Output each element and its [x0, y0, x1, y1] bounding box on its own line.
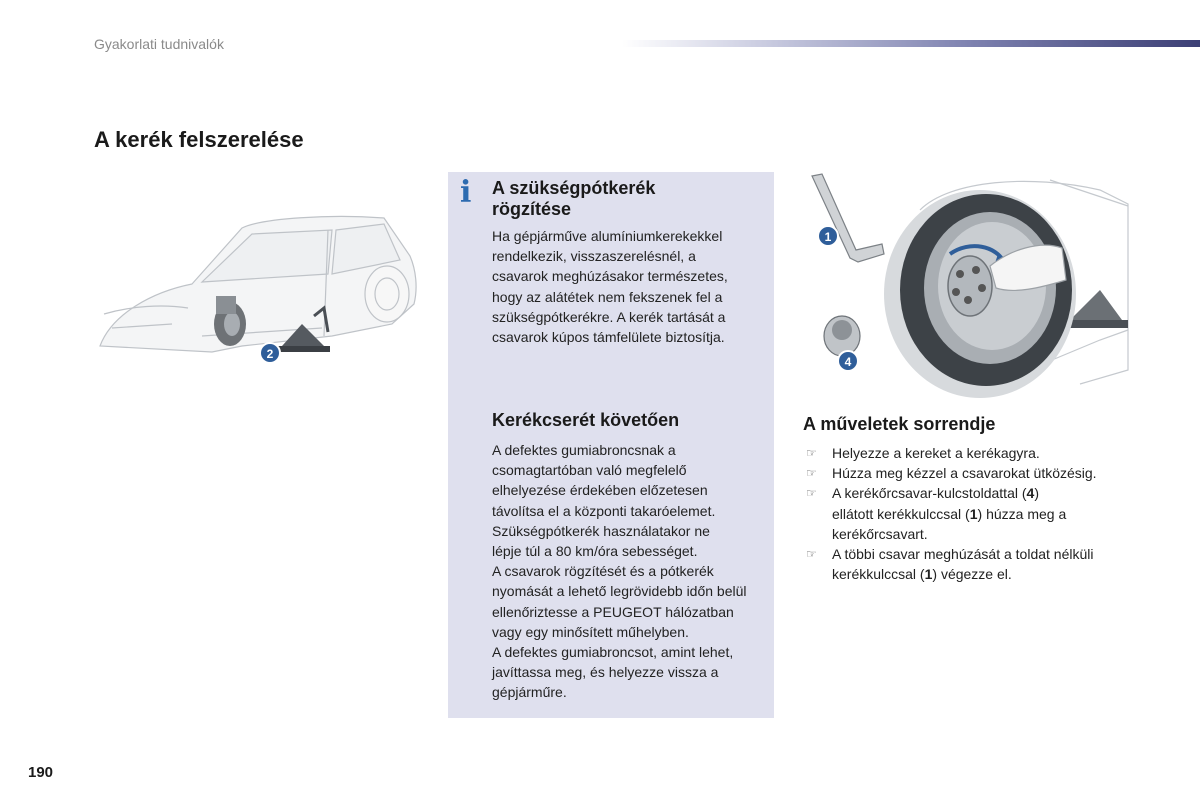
- step-text: Helyezze a kereket a kerékagyra.: [832, 445, 1040, 461]
- callout-1: [818, 226, 838, 246]
- part-number: 1: [969, 505, 978, 522]
- part-number: 1: [924, 566, 933, 583]
- pointing-hand-icon: ☞: [806, 466, 817, 481]
- callout-2: [260, 343, 280, 363]
- step-text: A kerékőrcsavar-kulcstoldattal (: [832, 485, 1027, 502]
- text-line: nyomását a lehető legrövidebb időn belül: [492, 583, 747, 600]
- spare-wheel-heading: [492, 178, 752, 220]
- text-line: javíttassa meg, és helyezze vissza a: [492, 664, 719, 681]
- pointing-hand-icon: ☞: [806, 486, 817, 501]
- after-change-text: [492, 440, 772, 703]
- wheel-fitting-illustration: [800, 170, 1130, 400]
- step-text-line: A többi csavar meghúzását a toldat nélküli: [832, 546, 1094, 563]
- callout-4-label: 4: [844, 355, 852, 369]
- text-line: A defektes gumiabroncsnak a: [492, 442, 676, 458]
- text-line: rendelkezik, visszaszerelésnél, a: [492, 248, 696, 265]
- list-item: [806, 463, 1146, 483]
- text-line: szükségpótkerékre. A kerék tartását a: [492, 308, 726, 325]
- list-item: [806, 544, 1146, 584]
- text-line: hogy az alátétek nem fekszenek fel a: [492, 288, 723, 305]
- wheel-wrench-icon: [812, 174, 884, 262]
- step-text: Húzza meg kézzel a csavarokat ütközésig.: [832, 465, 1097, 482]
- spare-wheel-text: [492, 226, 764, 347]
- text-line: Ha gépjárműve alumíniumkerekekkel: [492, 228, 723, 244]
- steps-list: [806, 443, 1146, 584]
- section-title: Gyakorlati tudnivalók: [94, 36, 224, 52]
- list-item: [806, 443, 1146, 463]
- callout-4: [838, 351, 858, 371]
- step-text-line: [832, 483, 1146, 503]
- header-accent-bar: [622, 40, 1200, 47]
- part-number: 4: [1026, 485, 1035, 502]
- step-text: ): [1034, 485, 1039, 502]
- step-text: ) végezze el.: [932, 566, 1012, 583]
- text-line: gépjárműre.: [492, 684, 567, 701]
- text-line: Szükségpótkerék használatakor ne: [492, 522, 710, 539]
- step-text: ellátott kerékkulccsal (: [832, 505, 970, 522]
- info-icon: i: [460, 175, 472, 210]
- text-line: A defektes gumiabroncsot, amint lehet,: [492, 644, 734, 661]
- steps-heading: A műveletek sorrendje: [803, 414, 996, 434]
- text-line: csavarok kúpos támfelülete biztosítja.: [492, 329, 725, 346]
- text-line: elhelyezése érdekében előzetesen: [492, 482, 708, 499]
- pointing-hand-icon: ☞: [806, 446, 817, 460]
- pointing-hand-icon: ☞: [806, 547, 817, 562]
- text-line: A csavarok rögzítését és a pótkerék: [492, 563, 714, 580]
- callout-2-label: 2: [266, 347, 274, 361]
- lock-bolt-adapter-icon: [824, 316, 860, 356]
- step-text-line: [832, 504, 1146, 524]
- car-jack-illustration: [92, 196, 422, 376]
- text-line: lépje túl a 80 km/óra sebességet.: [492, 543, 698, 560]
- step-text-line: kerékőrcsavart.: [832, 525, 928, 542]
- callout-1-label: 1: [824, 230, 832, 244]
- spare-wheel-heading-line2: rögzítése: [492, 199, 572, 219]
- text-line: ellenőriztesse a PEUGEOT hálózatban: [492, 603, 734, 620]
- step-text-line: [832, 564, 1146, 584]
- text-line: távolítsa el a központi takaróelemet.: [492, 502, 716, 519]
- after-change-heading: Kerékcserét követően: [492, 410, 680, 430]
- text-line: csomagtartóban való megfelelő: [492, 462, 687, 479]
- spare-wheel-heading-line1: A szükségpótkerék: [492, 178, 656, 198]
- page-title: A kerék felszerelése: [94, 127, 304, 152]
- step-text: kerékkulccsal (: [832, 566, 925, 583]
- step-text: ) húzza meg a: [977, 505, 1067, 522]
- spare-wheel-icon: [884, 190, 1076, 398]
- list-item: [806, 483, 1146, 544]
- text-line: csavarok meghúzásakor természetes,: [492, 268, 728, 285]
- page-number: 190: [28, 764, 54, 781]
- text-line: vagy egy minősített műhelyben.: [492, 623, 689, 640]
